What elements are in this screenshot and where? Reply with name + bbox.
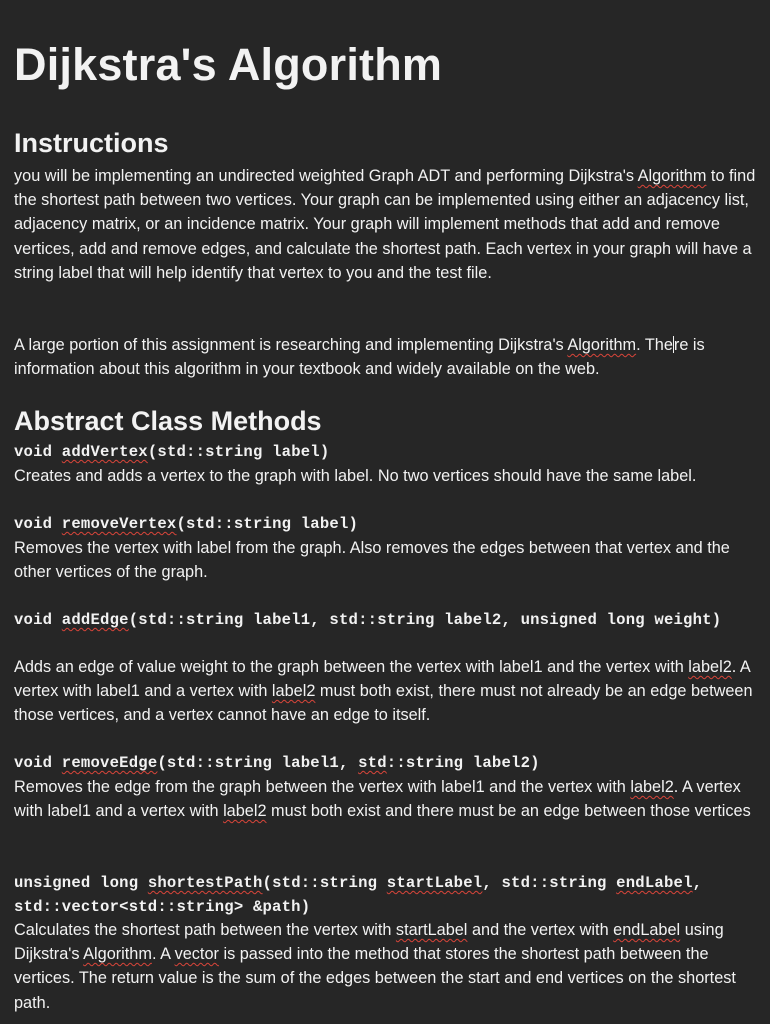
spellcheck-word[interactable]: label2 — [688, 658, 732, 676]
spellcheck-word[interactable]: label2 — [630, 778, 674, 796]
spellcheck-word[interactable]: addEdge — [61, 611, 129, 629]
add-vertex-signature: void addVertex(std::string label) — [14, 443, 330, 461]
shortest-path-signature: unsigned long shortestPath(std::string startLabel, std::string endLabel, std::vector<std::string> &path) — [14, 874, 703, 917]
spellcheck-word[interactable]: endLabel — [616, 874, 693, 892]
add-edge-description: Adds an edge of value weight to the graph between the vertex with label1 and the vertex with label2. A vertex with label1 and a vertex with label2 must both exist, there must not already be an edge between those vertices, and a vertex cannot have an edge to itself. — [14, 658, 753, 725]
methods-heading: Abstract Class Methods — [14, 406, 322, 436]
spellcheck-word[interactable]: startLabel — [386, 874, 483, 892]
spellcheck-word[interactable]: label2 — [223, 802, 267, 821]
spellcheck-word[interactable]: label2 — [271, 682, 316, 701]
remove-vertex-description: Removes the vertex with label from the graph. Also removes the edges between that vertex and the other vertices of the graph. — [14, 539, 730, 582]
instructions-paragraph-1: you will be implementing an undirected weighted Graph ADT and performing Dijkstra's Algorithm to find the shortest path between two vertices. Your graph can be implemented using either an adjacency list, adjacency matrix, or an incidence matrix. Your graph will implement methods that add and remove vertices, add and remove edges, and calculate the shortest path. Each vertex in your graph will have a string label that will help identify that vertex to you and the test file. — [14, 167, 756, 282]
shortest-path-description: Calculates the shortest path between the vertex with startLabel and the vertex with endLabel using Dijkstra's Algorithm. A vector is passed into the method that stores the shortest path between the vertices. The return value is the sum of the edges between the start and end vertices on the shortest path. — [14, 921, 736, 1012]
add-edge-signature: void addEdge(std::string label1, std::string label2, unsigned long weight) — [14, 611, 722, 629]
spellcheck-word[interactable]: vector — [174, 945, 219, 964]
spellcheck-word[interactable]: shortestPath — [147, 874, 263, 892]
spellcheck-word[interactable]: removeEdge — [61, 754, 158, 772]
spellcheck-word[interactable]: startLabel — [395, 921, 468, 939]
page-title: Dijkstra's Algorithm — [14, 39, 443, 90]
add-vertex-description: Creates and adds a vertex to the graph with label. No two vertices should have the same label. — [14, 467, 697, 485]
spellcheck-word[interactable]: Algorithm — [83, 945, 152, 964]
instructions-paragraph-2: A large portion of this assignment is researching and implementing Dijkstra's Algorithm. There is information about this algorithm in your textbook and widely available on the web. — [14, 336, 705, 379]
spellcheck-word[interactable]: std — [358, 754, 387, 772]
remove-edge-signature: void removeEdge(std::string label1, std::string label2) — [14, 754, 540, 772]
instructions-heading: Instructions — [14, 128, 169, 158]
remove-vertex-signature: void removeVertex(std::string label) — [14, 515, 359, 533]
remove-edge-description: Removes the edge from the graph between the vertex with label1 and the vertex with label2. A vertex with label1 and a vertex with label2 must both exist and there must be an edge between those vertices — [14, 778, 751, 821]
spellcheck-word[interactable]: Algorithm — [567, 336, 637, 354]
spellcheck-word[interactable]: endLabel — [613, 921, 681, 939]
spellcheck-word[interactable]: addVertex — [61, 443, 148, 461]
spellcheck-word[interactable]: removeVertex — [61, 515, 177, 533]
spellcheck-word[interactable]: Algorithm — [637, 167, 707, 185]
